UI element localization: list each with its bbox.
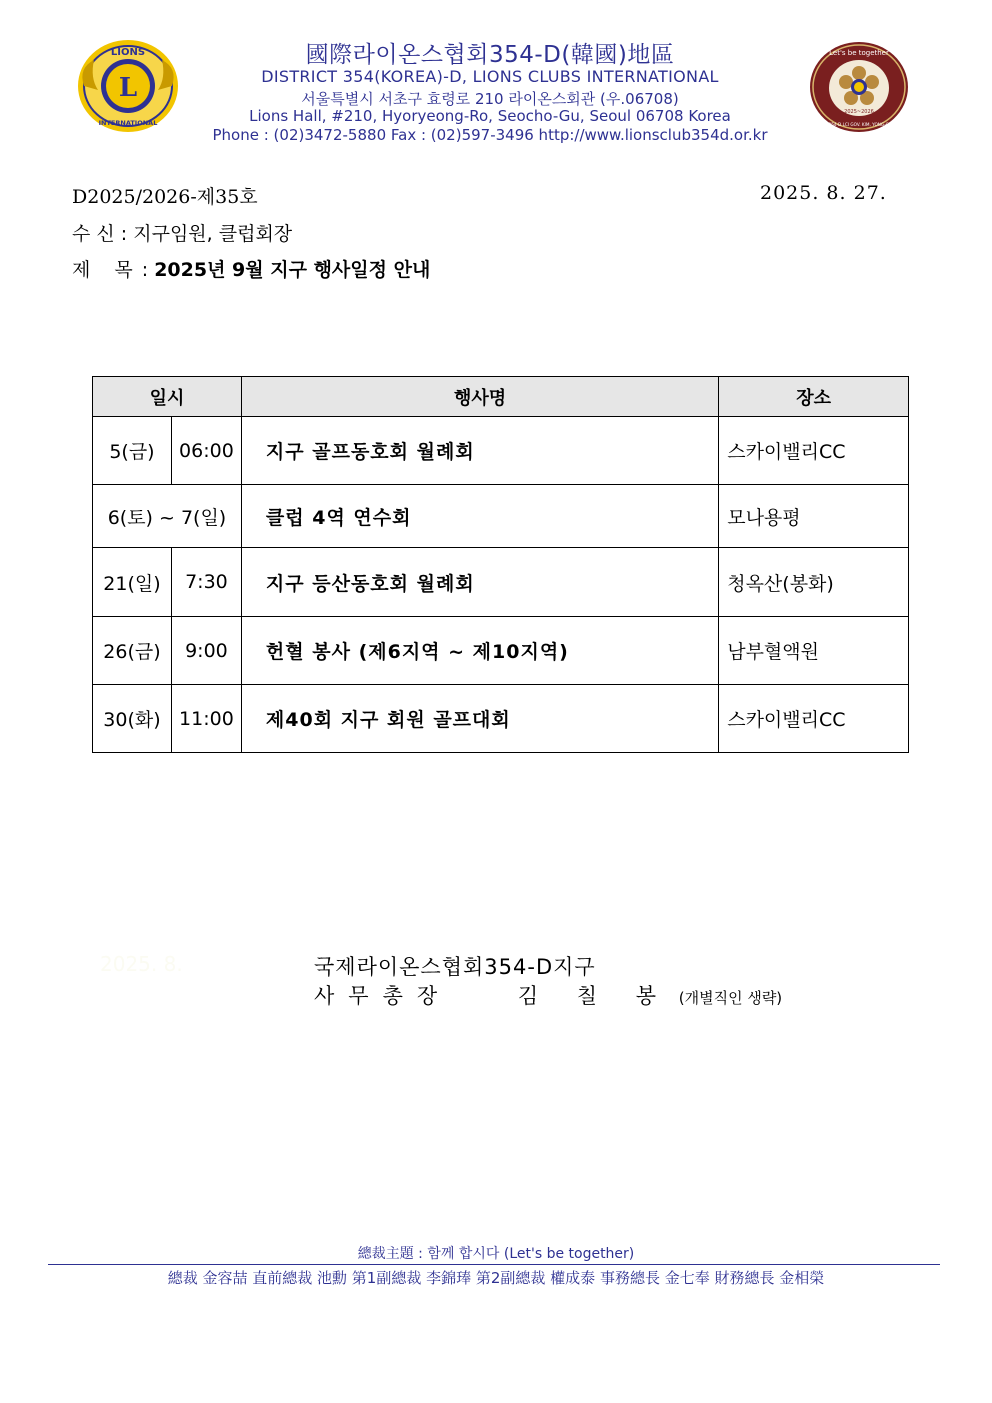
footer-motto: 總裁主題 : 함께 합시다 (Let's be together) [357,1246,635,1262]
subject-value: 2025년 9월 지구 행사일정 안내 [154,259,431,281]
table-row [93,417,909,485]
schedule-table [92,376,909,753]
row-event: 클럽 4역 연수회 [241,485,718,548]
row-date: 5(금) [93,417,172,485]
subject-label: 제 목 [72,259,142,281]
document-date: 2025. 8. 27. [760,182,887,204]
signature-org: 국제라이온스협회354-D지구 [314,955,596,979]
row-date: 21(일) [93,548,172,617]
signature-name: 김 칠 봉 [517,984,673,1008]
address-english: Lions Hall, #210, Hyoryeong-Ro, Seocho-Gu, Seoul 06708 Korea [249,107,731,125]
emblem-text-top: Let's be together [829,49,889,57]
recipient-line: 수 신 : 지구임원, 클럽회장 [72,223,293,245]
row-time: 11:00 [171,685,241,753]
row-date: 6(토) ~ 7(일) [93,485,242,548]
row-time: 06:00 [171,417,241,485]
row-place: 스카이밸리CC [719,685,909,753]
subject-line: 제 목: 2025년 9월 지구 행사일정 안내 [72,259,431,281]
row-date: 26(금) [93,617,172,685]
signature-note: (개별직인 생략) [678,989,783,1007]
header-datetime: 일시 [93,377,242,417]
contact-line: Phone : (02)3472-5880 Fax : (02)597-3496 http://www.lionsclub354d.or.kr [212,126,768,144]
emblem-years: 2025~2026 [844,109,874,115]
row-time: 9:00 [171,617,241,685]
row-event: 지구 골프동호회 월례회 [241,417,718,485]
org-english-name: DISTRICT 354(KOREA)-D, LIONS CLUBS INTERNATIONAL [261,67,719,86]
row-place: 청옥산(봉화) [719,548,909,617]
row-event: 제40회 지구 회원 골프대회 [241,685,718,753]
recipient-value: 지구임원, 클럽회장 [133,223,293,245]
district-emblem [808,40,910,134]
signature-line [314,980,782,1010]
logo-text-bottom: INTERNATIONAL [98,119,158,127]
row-event: 지구 등산동호회 월례회 [241,548,718,617]
row-place: 모나용평 [719,485,909,548]
footer-divider [48,1264,940,1265]
footer-officers: 總裁 金容喆 直前總裁 池勳 第1副總裁 李錦琫 第2副總裁 權成泰 事務總長 金七奉 財務總長 金相榮 [167,1269,825,1287]
row-time: 7:30 [171,548,241,617]
row-place: 스카이밸리CC [719,417,909,485]
table-header-row [93,377,909,417]
row-place: 남부혈액원 [719,617,909,685]
table-row [93,685,909,753]
row-event: 헌혈 봉사 (제6지역 ~ 제10지역) [241,617,718,685]
recipient-label: 수 신 [72,223,115,245]
faint-date-text: 2025. 8. [100,952,183,976]
header-event: 행사명 [241,377,718,417]
emblem-text-bottom: DIST.354-D LCI GOV. KIM, YONG-CHEOL [818,122,900,127]
logo-text-top: LIONS [110,47,146,58]
svg-text:L: L [118,73,138,103]
table-row [93,548,909,617]
address-korean: 서울특별시 서초구 효령로 210 라이온스회관 (우.06708) [301,90,679,108]
document-number: D2025/2026-제35호 [72,186,258,208]
table-row [93,485,909,548]
table-row [93,617,909,685]
header-place: 장소 [719,377,909,417]
org-title: 國際라이온스협회354-D(韓國)地區 [305,42,675,68]
row-date: 30(화) [93,685,172,753]
signature-title: 사무총장 [314,984,452,1008]
